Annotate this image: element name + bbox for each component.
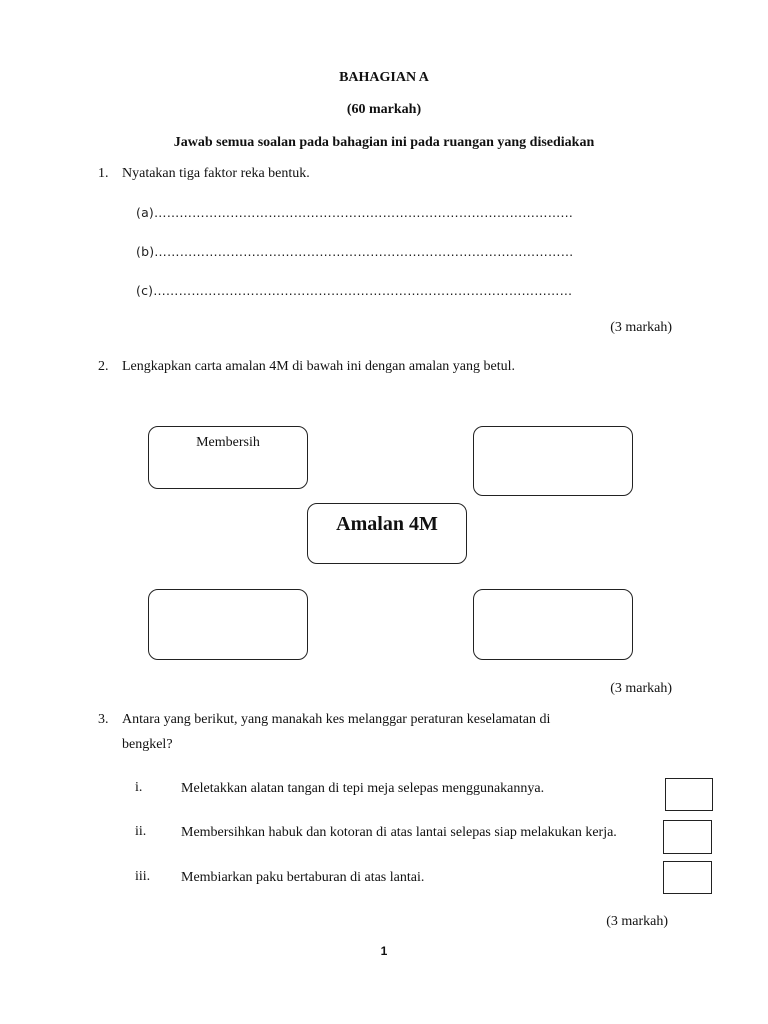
option-i-text: Meletakkan alatan tangan di tepi meja selepas menggunakannya. bbox=[181, 781, 545, 796]
option-i-numeral: i. bbox=[135, 780, 143, 795]
section-marks: (60 markah) bbox=[346, 102, 422, 117]
option-ii-text: Membersihkan habuk dan kotoran di atas lantai selepas siap melakukan kerja. bbox=[181, 825, 617, 840]
page-number: 1 bbox=[380, 944, 388, 958]
chart-center-label: Amalan 4M bbox=[336, 513, 438, 535]
section-title: BAHAGIAN A bbox=[339, 70, 429, 85]
option-ii-numeral: ii. bbox=[135, 824, 147, 839]
question-2-text: Lengkapkan carta amalan 4M di bawah ini dengan amalan yang betul. bbox=[122, 359, 516, 374]
option-iii-numeral: iii. bbox=[135, 869, 151, 884]
question-3-marks: (3 markah) bbox=[606, 914, 668, 929]
question-1-marks: (3 markah) bbox=[610, 320, 672, 335]
chart-box-bottom-left[interactable] bbox=[148, 589, 308, 660]
question-3-number: 3. bbox=[98, 712, 109, 727]
question-1-text: Nyatakan tiga faktor reka bentuk. bbox=[122, 166, 310, 181]
chart-box-top-left-label: Membersih bbox=[196, 435, 260, 450]
chart-box-top-right[interactable] bbox=[473, 426, 633, 496]
option-iii-text: Membiarkan paku bertaburan di atas lantai. bbox=[181, 870, 425, 885]
chart-box-bottom-right[interactable] bbox=[473, 589, 633, 660]
chart-center-box bbox=[307, 503, 467, 564]
option-ii-answer-box[interactable] bbox=[663, 820, 712, 854]
question-3-text-line2: bengkel? bbox=[122, 737, 173, 752]
question-2-marks: (3 markah) bbox=[610, 681, 672, 696]
option-iii-answer-box[interactable] bbox=[663, 861, 712, 894]
answer-line-b[interactable]: (b)……………………………………………………………………………………… bbox=[136, 244, 574, 259]
question-1-number: 1. bbox=[98, 166, 109, 181]
answer-line-c[interactable]: (c)……………………………………………………………………………………… bbox=[136, 283, 573, 298]
answer-line-a[interactable]: (a)……………………………………………………………………………………… bbox=[136, 205, 574, 220]
option-i-answer-box[interactable] bbox=[665, 778, 713, 811]
chart-box-top-left[interactable] bbox=[148, 426, 308, 489]
section-instruction: Jawab semua soalan pada bahagian ini pada ruangan yang disediakan bbox=[173, 135, 595, 150]
question-3-text-line1: Antara yang berikut, yang manakah kes melanggar peraturan keselamatan di bbox=[122, 712, 551, 727]
question-2-number: 2. bbox=[98, 359, 109, 374]
